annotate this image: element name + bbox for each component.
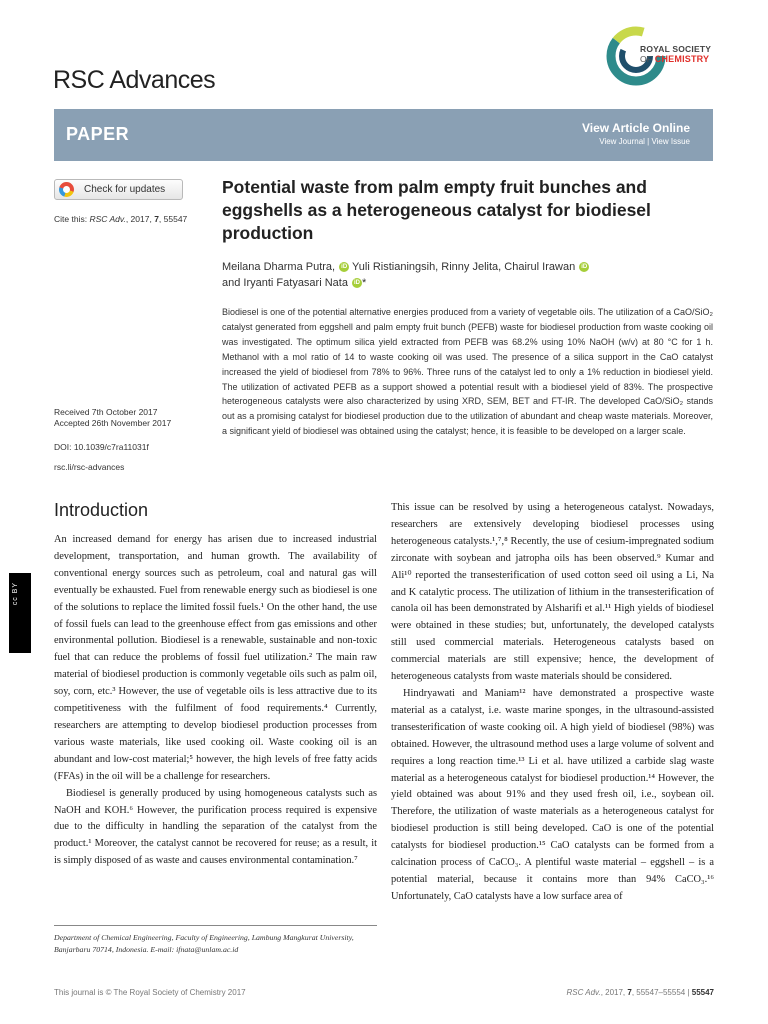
footer-citation [566, 988, 714, 997]
article-title: Potential waste from palm empty fruit bunches and eggshells as a heterogeneous catalyst for biodiesel production [222, 177, 651, 243]
corresponding-mark: * [362, 277, 367, 289]
doi[interactable]: DOI: 10.1039/c7ra11031f [54, 442, 149, 452]
cc-by-license-badge[interactable] [9, 573, 31, 653]
view-article-online-link[interactable]: View Article Online [581, 121, 690, 135]
cite-volume: 7 [154, 214, 159, 224]
body-column-right [391, 500, 714, 906]
view-issue-link[interactable]: View Issue [651, 137, 690, 146]
footer-copyright: This journal is © The Royal Society of Chemistry 2017 [54, 988, 246, 997]
journal-link[interactable]: rsc.li/rsc-advances [54, 462, 125, 472]
cite-page: , 55547 [158, 214, 188, 224]
logo-line2: OF [640, 54, 653, 64]
footer-pages: , 55547–55554 | [631, 988, 692, 997]
citation [54, 214, 187, 224]
footer-volume: 7 [627, 988, 632, 997]
paragraph: Hindryawati and Maniam¹² have demonstrated a prospective waste material as a catalyst, i.e. waste marine sponges, in the ultrasound-assisted transesterification of waste cooking oil. A high yield of biodiesel (98%) was obtained. However, the ultrasound method uses a large volume of solvent and requires a long reaction time.¹³ Li et al. have utilized a carbide slag waste material as a heterogeneous catalyst for biodiesel production.¹⁴ However, the yield obtained was about 91% and they used fresh oil, i.e., soybean oil. Therefore, the utilization of waste materials as a heterogeneous catalyst for biodiesel production is still being developed. CaO is one of the potential catalysts for biodiesel production.¹⁵ CaO catalysts can be formed from a calcination process of CaCO₃. A plentiful waste material – eggshell – is a potential material, because it contains more than 94% CaCO₃.¹⁶ Unfortunately, CaO catalysts have a low surface area of [391, 687, 714, 902]
article-type-bar [54, 109, 713, 161]
footer-journal: RSC Adv. [566, 988, 601, 997]
authors-2: Yuli Ristianingsih, Rinny Jelita, Chairul Irawan [352, 261, 576, 273]
affiliation: Department of Chemical Engineering, Faculty of Engineering, Lambung Mangkurat University, Banjarbaru 70714, Indonesia. E-mail: ifnata@unlam.ac.id [54, 933, 354, 954]
author-1: Meilana Dharma Putra, [222, 261, 336, 273]
orcid-icon[interactable]: iD [341, 264, 348, 271]
author-last: and Iryanti Fatyasari Nata [222, 277, 348, 289]
view-journal-link[interactable]: View Journal [599, 137, 645, 146]
paragraph: This issue can be resolved by using a heterogeneous catalyst. Nowadays, researchers are extensively developing biodiesel processes using heterogeneous catalysts.¹,⁷,⁸ Recently, the use of cesium-impregnated sodium zirconate with soybean and jatropha oils has been observed.⁹ Kumar and Ali¹⁰ reported the transesterification of used cotton seed oil using a Li, Na and K catalytic process. The utilization of lithium in the transesterification of canola oil has been demonstrated by Alsharifi et al.¹¹ High yields of biodiesel were obtained in these studies; but, unfortunately, the developed catalysts still used commercial materials. Heterogeneous catalysts based on commercial materials are still expensive; hence, the development of heterogeneous catalysts from waste materials should be considered. [391, 502, 714, 683]
check-updates-icon [59, 182, 74, 197]
paragraph: Biodiesel is generally produced by using homogeneous catalysts such as NaOH and KOH.⁶ However, the purification process required is expensive due to the difficulty in handling the separation of the catalyst from the product.¹ Moreover, the catalyst cannot be recovered for reuse; as a result, it is simply disposed of as waste and causes environmental contamination.⁷ [54, 787, 377, 867]
page-number: 55547 [691, 988, 714, 997]
rsc-logo-text [640, 44, 711, 64]
abstract: Biodiesel is one of the potential alternative energies produced from a variety of vegetable oils. The utilization of a CaO/SiO₂ catalyst generated from eggshell and palm empty fruit bunch (PEFB) waste for biodiesel production from waste cooking oil was investigated. The optimum silica yield extracted from PEFB was 68.2% using 10% NaOH (w/v) at 80 °C for 1 h. Methanol with a mol ratio of 14 to waste cooking oil was used. The presence of a silica support in the CaO catalyst increased the yield of biodiesel from 78% to 96%. Three runs of the catalyst led to only a 1% reduction in biodiesel yield. The utilization of activated PEFB as a support showed a potential result with a biodiesel yield of 83%. The prospective heterogeneous catalysts were also characterized by using XRD, SEM, BET and FT-IR. The developed CaO/SiO₂ stands out as a promising catalyst for biodiesel production due to the utilization of abundant and cheap waste materials. Moreover, a significant yield of biodiesel was obtained using the catalyst; hence, it is feasible to be developed on a larger scale. [222, 307, 713, 437]
footnote-divider [54, 925, 377, 926]
cite-journal: RSC Adv. [89, 214, 126, 224]
received-date: Received 7th October 2017 [54, 407, 158, 417]
footer-year: , 2017, [600, 988, 628, 997]
paragraph: An increased demand for energy has arisen due to increased industrial development, transportation, and human growth. The availability of conventional energy sources such as petroleum, coal and natural gas will eventually be exhausted. Fuel from renewable energy such as biodiesel is one of the solutions to replace the limited fossil fuels.¹ On the other hand, the use of fossil fuels can lead to the greenhouse effect from gas emissions and other environmental pollution. Biodiesel is a renewable, sustainable and non-toxic fuel that can reduce the problems of fossil fuel utilization.² The main raw material of biodiesel production is commonly vegetable oils such as palm oil, soy, corn, etc.³ However, the use of vegetable oils is less attractive due to its competitiveness with the fulfilment of food requirements.⁴ Currently, researchers are attempting to develop biodiesel production processes from various waste materials, like used cooking oil. Waste cooking oil is an abundant and low-cost material;⁵ however, the high levels of free fatty acids (FFAs) in the oil will be a challenge for researchers. [54, 534, 377, 782]
orcid-icon[interactable]: iD [354, 280, 361, 287]
cite-prefix: Cite this: [54, 214, 88, 224]
author-list [222, 259, 702, 291]
check-for-updates-label[interactable]: Check for updates [84, 184, 166, 195]
accepted-date: Accepted 26th November 2017 [54, 418, 172, 428]
license-label: cc BY [12, 582, 19, 606]
article-type-label: PAPER [66, 124, 130, 144]
logo-line3: CHEMISTRY [654, 54, 710, 64]
dates [54, 407, 171, 429]
view-links: View Journal | View Issue [599, 137, 690, 146]
body-column-left [54, 532, 377, 870]
cite-year: , 2017, [125, 214, 155, 224]
journal-name: RSC Advances [53, 66, 216, 94]
section-heading-introduction: Introduction [54, 500, 149, 520]
orcid-icon[interactable]: iD [581, 264, 588, 271]
logo-line1: ROYAL SOCIETY [640, 44, 712, 54]
